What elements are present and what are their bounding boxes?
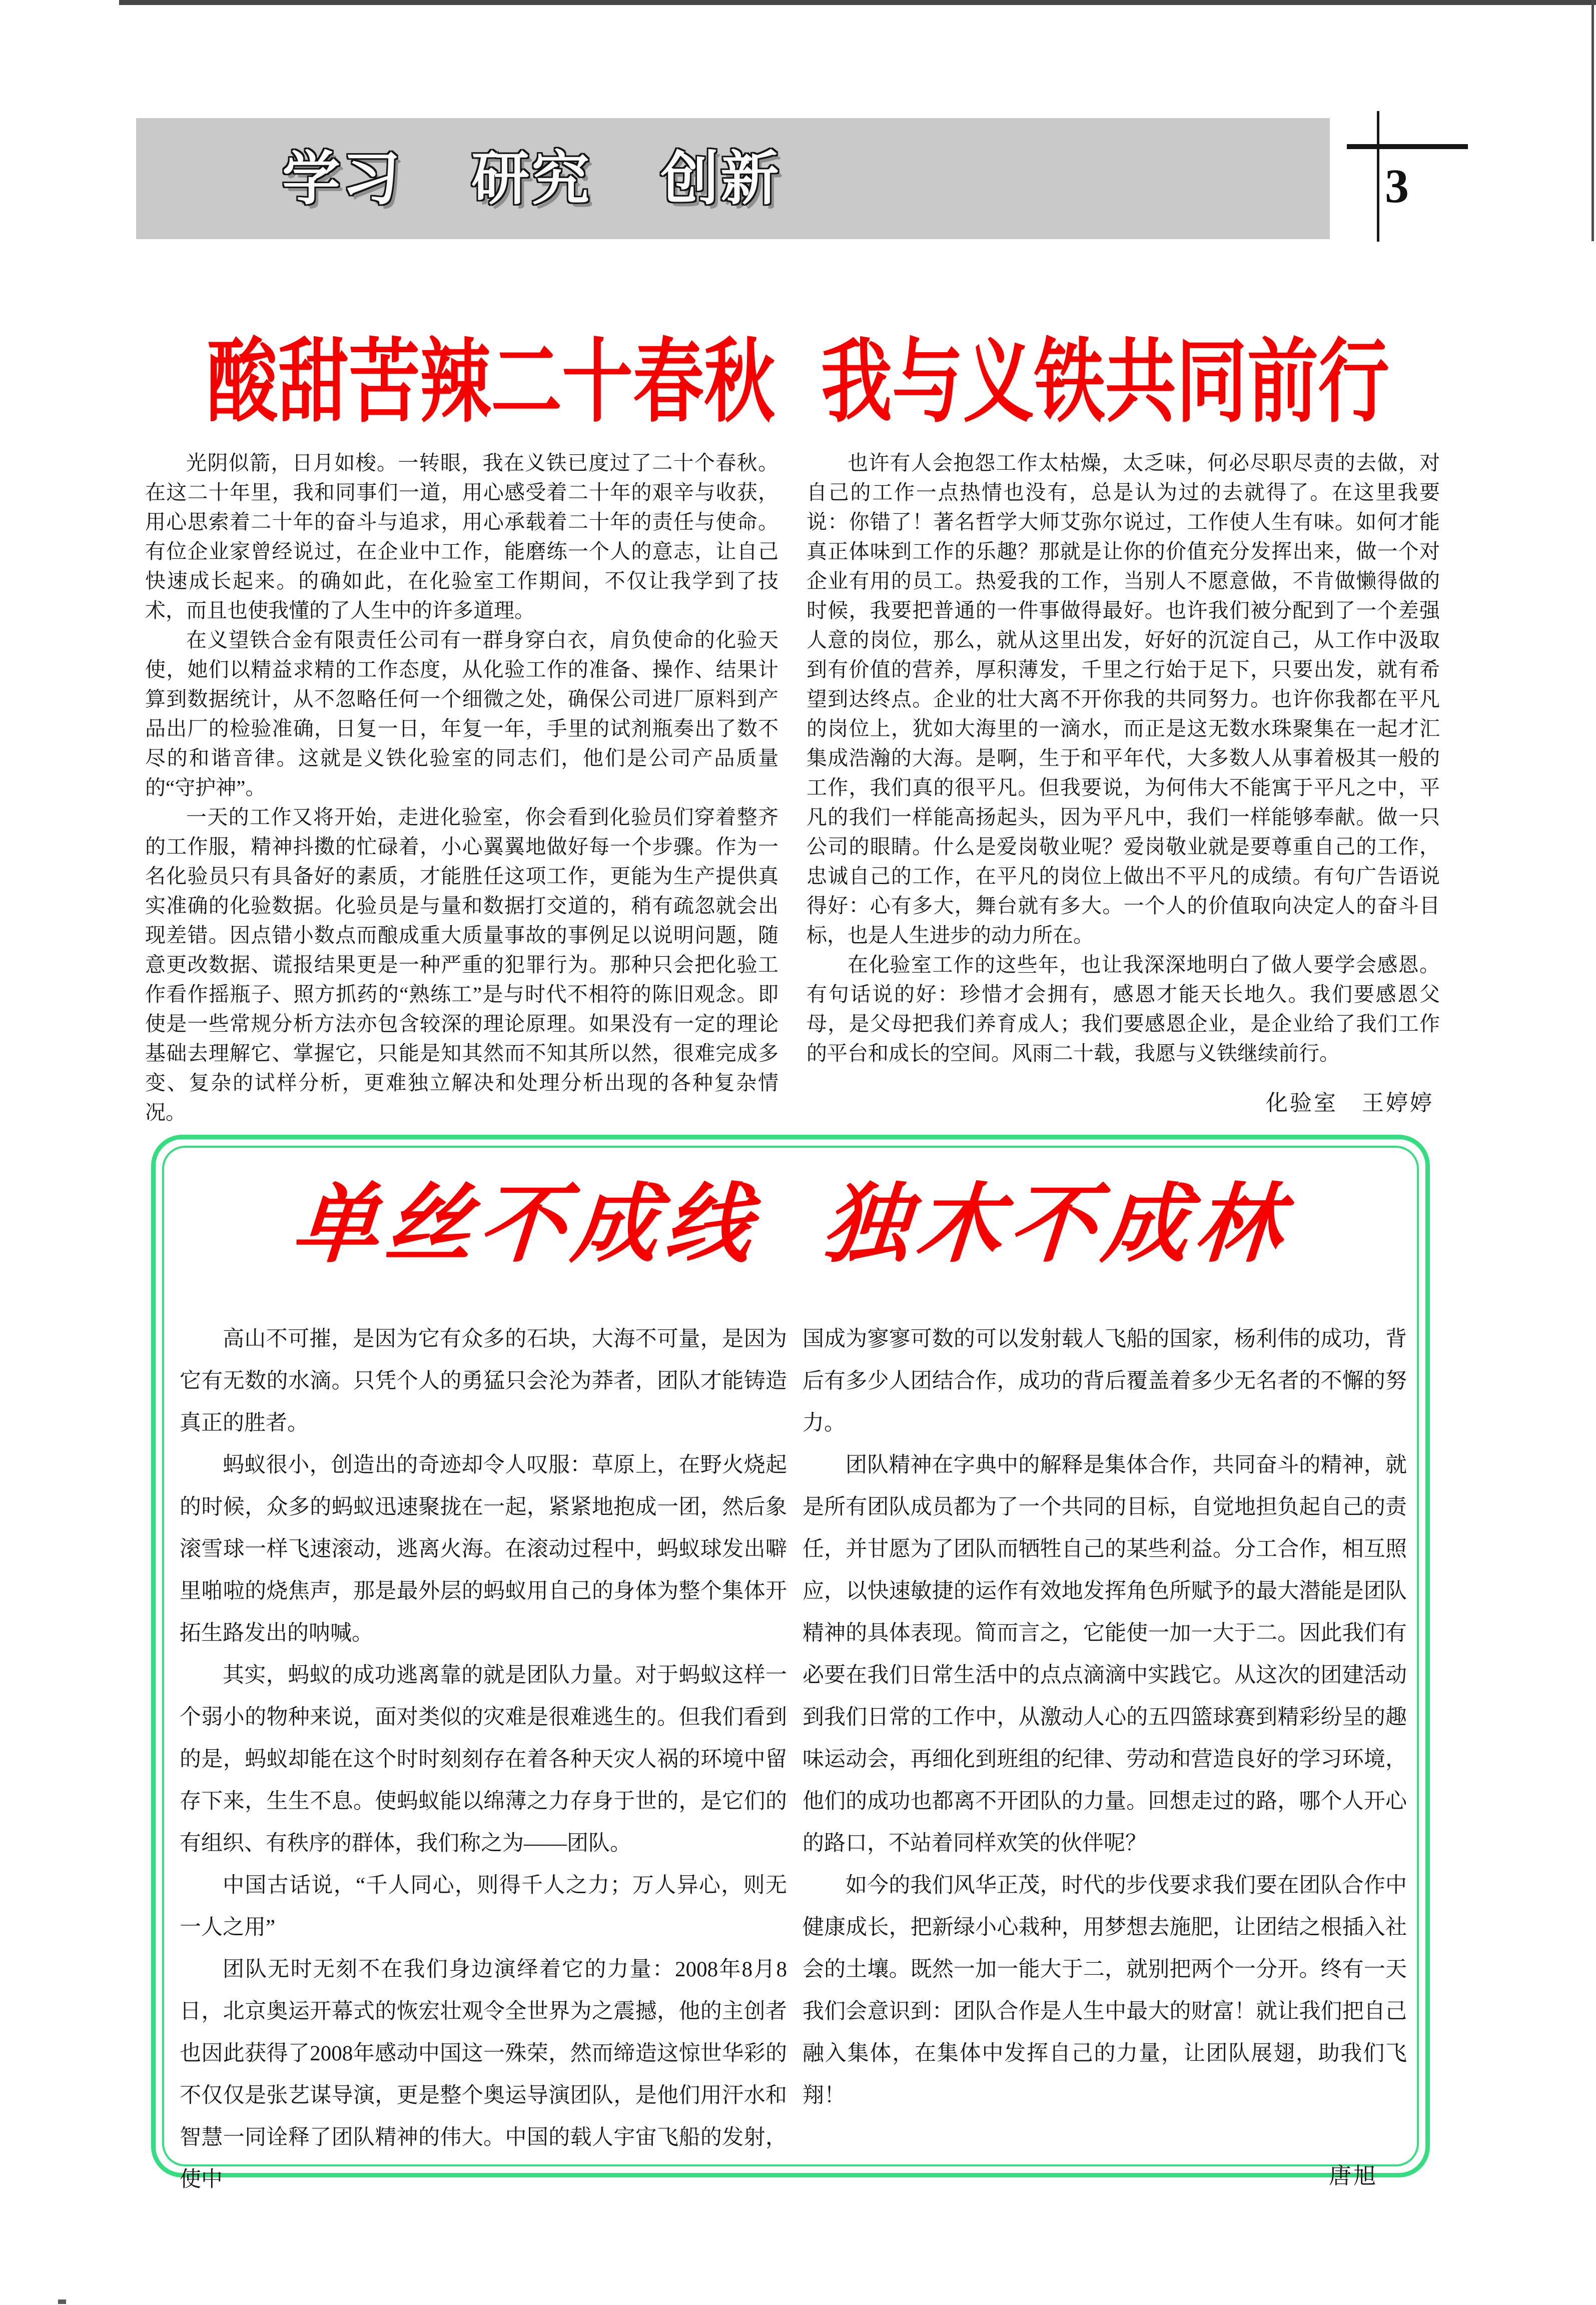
article1-byline: 化验室 王婷婷	[1266, 1091, 1434, 1115]
page-number-rule-horizontal	[1347, 144, 1468, 149]
paragraph: 团队精神在字典中的解释是集体合作，共同奋斗的精神，就是所有团队成员都为了一个共同的目标，自觉地担负起自己的责任，并甘愿为了团队而牺牲自己的某些利益。分工合作，相互照应，以快速敏捷的运作有效地发挥角色所赋予的最大潜能是团队精神的具体表现。简而言之，它能使一加一大于二。因此我们有必要在我们日常生活中的点点滴滴中实践它。从这次的团建活动到我们日常的工作中，从激动人心的五四篮球赛到精彩纷呈的趣味运动会，再细化到班组的纪律、劳动和营造良好的学习环境，他们的成功也都离不开团队的力量。回想走过的路，哪个人开心的路口，不站着同样欢笑的伙伴呢？	[803, 1453, 1407, 1855]
page-top-edge-mark	[119, 0, 1596, 5]
paragraph: 团队无时无刻不在我们身边演绎着它的力量：2008年8月8日，北京奥运开幕式的恢宏壮观令全世界为之震撼，他的主创者也因此获得了2008年感动中国这一殊荣，然而缔造这惊世华彩的不仅仅是张艺谋导演，更是整个奥运导演团队，是他们用汗水和智慧一同诠释了团队精神的伟大。中国的载人宇宙飞船的发射，使中	[180, 1958, 787, 2191]
paragraph: 也许有人会抱怨工作太枯燥，太乏味，何必尽职尽责的去做，对自己的工作一点热情也没有，总是认为过的去就得了。在这里我要说：你错了！著名哲学大师艾弥尔说过，工作使人生有味。如何才能真正体味到工作的乐趣？那就是让你的价值充分发挥出来，做一个对企业有用的员工。热爱我的工作，当别人不愿意做，不肯做懒得做的时候，我要把普通的一件事做得最好。也许我们被分配到了一个差强人意的岗位，那么，就从这里出发，好好的沉淀自己，从工作中汲取到有价值的营养，厚积薄发，千里之行始于足下，只要出发，就有希望到达终点。企业的壮大离不开你我的共同努力。也许你我都在平凡的岗位上，犹如大海里的一滴水，而正是这无数水珠聚集在一起才汇集成浩瀚的大海。是啊，生于和平年代，大多数人从事着极其一般的工作，我们真的很平凡。但我要说，为何伟大不能寓于平凡之中，平凡的我们一样能高扬起头，因为平凡中，我们一样能够奉献。做一只公司的眼睛。什么是爱岗敬业呢？爱岗敬业就是要尊重自己的工作，忠诚自己的工作，在平凡的岗位上做出不平凡的成绩。有句广告语说得好：心有多大，舞台就有多大。一个人的价值取向决定人的奋斗目标，也是人生进步的动力所在。	[807, 451, 1440, 947]
article2-column-left	[180, 1318, 787, 2201]
masthead-band	[136, 118, 1330, 239]
paragraph: 国成为寥寥可数的可以发射载人飞船的国家，杨利伟的成功，背后有多少人团结合作，成功的背后覆盖着多少无名者的不懈的努力。	[803, 1327, 1407, 1435]
paragraph: 一天的工作又将开始，走进化验室，你会看到化验员们穿着整齐的工作服，精神抖擞的忙碌着，小心翼翼地做好每一个步骤。作为一名化验员只有具备好的素质，才能胜任这项工作，更能为生产提供真实准确的化验数据。化验员是与量和数据打交道的，稍有疏忽就会出现差错。因点错小数点而酿成重大质量事故的事例足以说明问题，随意更改数据、谎报结果更是一种严重的犯罪行为。那种只会把化验工作看作摇瓶子、照方抓药的“熟练工”是与时代不相符的陈旧观念。即使是一些常规分析方法亦包含较深的理论原理。如果没有一定的理论基础去理解它、掌握它，只能是知其然而不知其所以然，很难完成多变、复杂的试样分析，更难独立解决和处理分析出现的各种复杂情况。	[145, 806, 778, 1124]
paragraph: 中国古话说，“千人同心，则得千人之力；万人异心，则无一人之用”	[180, 1874, 787, 1939]
article2-byline: 唐旭	[1328, 2163, 1378, 2188]
article1-column-left	[145, 448, 778, 1127]
page-right-edge-mark	[1591, 0, 1594, 241]
page-number-rule-vertical	[1377, 111, 1379, 242]
article2-headline	[153, 1178, 1428, 1273]
article2-box	[151, 1135, 1430, 2191]
article1-headline-part1: 酸甜苦辣二十春秋	[207, 331, 775, 433]
masthead-word-research: 研究	[471, 146, 592, 211]
article1-column-right	[807, 448, 1440, 1118]
page-number: 3	[1385, 159, 1409, 213]
paragraph: 光阴似箭，日月如梭。一转眼，我在义铁已度过了二十个春秋。在这二十年里，我和同事们一道，用心感受着二十年的艰辛与收获，用心思索着二十年的奋斗与追求，用心承载着二十年的责任与使命。有位企业家曾经说过，在企业中工作，能磨练一个人的意志，让自己快速成长起来。的确如此，在化验室工作期间，不仅让我学到了技术，而且也使我懂的了人生中的许多道理。	[145, 451, 778, 622]
masthead-word-study: 学习	[282, 146, 402, 211]
paragraph: 在化验室工作的这些年，也让我深深地明白了做人要学会感恩。有句话说的好：珍惜才会拥有，感恩才能天长地久。我们要感恩父母，是父母把我们养育成人；我们要感恩企业，是企业给了我们工作的平台和成长的空间。风雨二十载，我愿与义铁继续前行。	[807, 953, 1440, 1065]
paragraph: 在义望铁合金有限责任公司有一群身穿白衣，肩负使命的化验天使，她们以精益求精的工作态度，从化验工作的准备、操作、结果计算到数据统计，从不忽略任何一个细微之处，确保公司进厂原料到产品出厂的检验准确，日复一日，年复一年，手里的试剂瓶奏出了数不尽的和谐音律。这就是义铁化验室的同志们，他们是公司产品质量的“守护神”。	[145, 628, 778, 799]
paragraph: 蚂蚁很小，创造出的奇迹却令人叹服：草原上，在野火烧起的时候，众多的蚂蚁迅速聚拢在一起，紧紧地抱成一团，然后象滚雪球一样飞速滚动，逃离火海。在滚动过程中，蚂蚁球发出噼里啪啦的烧焦声，那是最外层的蚂蚁用自己的身体为整个集体开拓生路发出的呐喊。	[180, 1453, 787, 1645]
article2-headline-part1: 单丝不成线	[289, 1178, 761, 1273]
paragraph: 高山不可摧，是因为它有众多的石块，大海不可量，是因为它有无数的水滴。只凭个人的勇猛只会沦为莽者，团队才能铸造真正的胜者。	[180, 1327, 787, 1435]
paragraph: 其实，蚂蚁的成功逃离靠的就是团队力量。对于蚂蚁这样一个弱小的物种来说，面对类似的灾难是很难逃生的。但我们看到的是，蚂蚁却能在这个时时刻刻存在着各种天灾人祸的环境中留存下来，生生不息。使蚂蚁能以绵薄之力存身于世的，是它们的有组织、有秩序的群体，我们称之为——团队。	[180, 1664, 787, 1855]
masthead-word-innovate: 创新	[660, 146, 781, 211]
paragraph: 如今的我们风华正茂，时代的步伐要求我们要在团队合作中健康成长，把新绿小心栽种，用梦想去施肥，让团结之根插入社会的土壤。既然一加一能大于二，就别把两个一分开。终有一天我们会意识到：团队合作是人生中最大的财富！就让我们把自己融入集体，在集体中发挥自己的力量，让团队展翅，助我们飞翔！	[803, 1874, 1407, 2107]
article2-column-right	[803, 1318, 1407, 2197]
article1-headline-part2: 我与义铁共同前行	[821, 331, 1389, 433]
page-bottom-edge-mark	[58, 2299, 66, 2304]
article2-headline-part2: 独木不成林	[820, 1178, 1292, 1273]
masthead-title	[282, 146, 781, 211]
article1-headline	[176, 331, 1420, 433]
